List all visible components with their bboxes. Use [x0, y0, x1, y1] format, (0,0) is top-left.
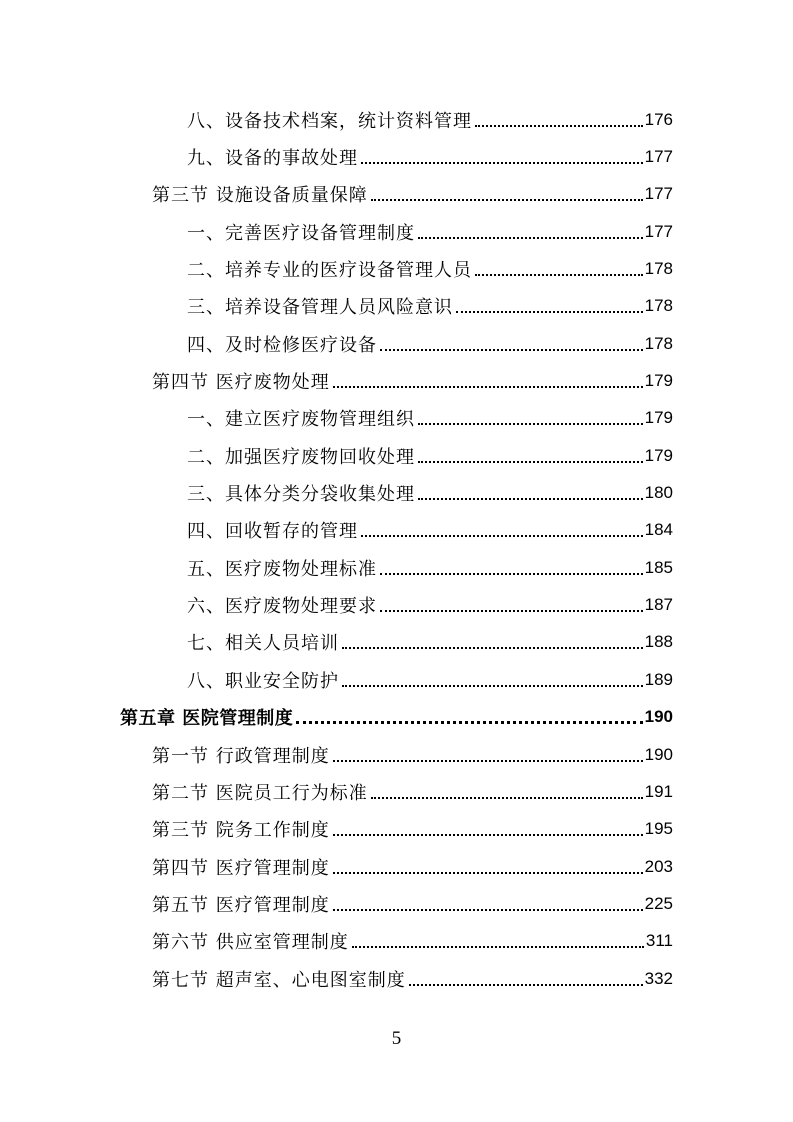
toc-entry[interactable] — [0, 250, 793, 287]
toc-entry-page: 179 — [644, 371, 673, 391]
dot-leader — [380, 558, 643, 578]
toc-entry[interactable] — [0, 288, 793, 325]
toc-entry-title: 九、设备的事故处理 — [187, 148, 358, 170]
toc-entry-section[interactable] — [0, 176, 793, 213]
dot-leader — [418, 483, 643, 503]
toc-entry-page: 184 — [644, 520, 673, 540]
toc-entry-title: 五、医疗废物处理标准 — [187, 558, 377, 580]
toc-entry-page: 178 — [644, 333, 673, 353]
dot-leader — [380, 334, 643, 354]
toc-entry[interactable] — [0, 213, 793, 250]
toc-entry-page: 177 — [644, 184, 673, 204]
toc-entry-page: 179 — [644, 408, 673, 428]
dot-leader — [475, 110, 643, 130]
toc-entry[interactable] — [0, 400, 793, 437]
toc-entry-title: 第六节 供应室管理制度 — [152, 932, 349, 954]
toc-entry-title: 七、相关人员培训 — [187, 633, 339, 655]
dot-leader — [333, 894, 643, 914]
dot-leader — [418, 408, 643, 428]
toc-entry-page: 178 — [644, 296, 673, 316]
toc-entry-page: 176 — [644, 109, 673, 129]
toc-entry-title: 第五节 医疗管理制度 — [152, 894, 330, 916]
toc-entry-title: 第三节 院务工作制度 — [152, 820, 330, 842]
toc-entry[interactable] — [0, 325, 793, 362]
dot-leader — [333, 745, 643, 765]
toc-entry-title: 八、职业安全防护 — [187, 670, 339, 692]
toc-entry[interactable] — [0, 474, 793, 511]
dot-leader — [361, 147, 643, 167]
toc-entry-page: 225 — [644, 893, 673, 913]
toc-entry-page: 191 — [644, 781, 673, 801]
toc-entry-title: 第一节 行政管理制度 — [152, 745, 330, 767]
toc-entry-chapter[interactable] — [0, 699, 793, 736]
dot-leader — [342, 670, 643, 690]
toc-entry[interactable] — [0, 437, 793, 474]
toc-entry-title: 六、医疗废物处理要求 — [187, 596, 377, 618]
toc-entry-title: 三、具体分类分袋收集处理 — [187, 484, 415, 506]
dot-leader — [380, 595, 643, 615]
dot-leader — [371, 782, 643, 802]
toc-entry[interactable] — [0, 624, 793, 661]
dot-leader — [342, 632, 643, 652]
toc-entry-page: 189 — [644, 669, 673, 689]
toc-entry-title: 八、设备技术档案，统计资料管理 — [187, 110, 472, 132]
toc-entry-page: 177 — [644, 147, 673, 167]
toc-entry-page: 195 — [644, 819, 673, 839]
dot-leader — [418, 222, 643, 242]
toc-entry-section[interactable] — [0, 362, 793, 399]
toc-entry-title: 第五章 医院管理制度 — [120, 708, 294, 730]
toc-entry-page: 190 — [644, 707, 673, 727]
toc-entry-title: 第二节 医院员工行为标准 — [152, 782, 368, 804]
toc-entry-title: 二、加强医疗废物回收处理 — [187, 446, 415, 468]
toc-entry[interactable] — [0, 661, 793, 698]
toc-entry-page: 185 — [644, 557, 673, 577]
toc-entry-page: 203 — [644, 856, 673, 876]
dot-leader — [333, 819, 643, 839]
toc-entry-title: 四、回收暂存的管理 — [187, 521, 358, 543]
toc-entry-page: 177 — [644, 221, 673, 241]
toc-entry-section[interactable] — [0, 923, 793, 960]
toc-entry-section[interactable] — [0, 885, 793, 922]
toc-entry-page: 332 — [644, 968, 673, 988]
toc-entry-page: 180 — [644, 483, 673, 503]
dot-leader — [333, 857, 643, 877]
toc-entry-page: 187 — [644, 595, 673, 615]
toc-entry-page: 311 — [645, 931, 673, 951]
toc-entry-title: 第七节 超声室、心电图室制度 — [152, 969, 406, 991]
dot-leader — [361, 520, 643, 540]
toc-entry-title: 一、完善医疗设备管理制度 — [187, 222, 415, 244]
toc-entry[interactable] — [0, 549, 793, 586]
toc-entry[interactable] — [0, 138, 793, 175]
toc-entry-title: 一、建立医疗废物管理组织 — [187, 409, 415, 431]
toc-entry-section[interactable] — [0, 773, 793, 810]
toc-entry-page: 188 — [644, 632, 673, 652]
toc-entry-title: 四、及时检修医疗设备 — [187, 334, 377, 356]
dot-leader — [475, 259, 643, 279]
toc-entry-title: 第四节 医疗管理制度 — [152, 857, 330, 879]
page-number: 5 — [391, 1028, 402, 1049]
toc-entry-title: 第三节 设施设备质量保障 — [152, 185, 368, 207]
toc-entry-section[interactable] — [0, 736, 793, 773]
toc-entry[interactable] — [0, 512, 793, 549]
table-of-contents — [0, 101, 793, 997]
toc-entry-section[interactable] — [0, 811, 793, 848]
dot-leader — [418, 446, 643, 466]
toc-entry[interactable] — [0, 101, 793, 138]
dot-leader — [456, 296, 643, 316]
dot-leader — [371, 184, 643, 204]
toc-entry-title: 三、培养设备管理人员风险意识 — [187, 297, 453, 319]
dot-leader — [409, 969, 643, 989]
toc-entry-section[interactable] — [0, 960, 793, 997]
toc-entry[interactable] — [0, 586, 793, 623]
dot-leader — [333, 371, 643, 391]
dot-leader — [296, 707, 642, 727]
toc-entry-section[interactable] — [0, 848, 793, 885]
toc-entry-page: 190 — [644, 744, 673, 764]
toc-entry-title: 二、培养专业的医疗设备管理人员 — [187, 260, 472, 282]
dot-leader — [352, 931, 644, 951]
toc-entry-title: 第四节 医疗废物处理 — [152, 372, 330, 394]
toc-entry-page: 179 — [644, 445, 673, 465]
toc-entry-page: 178 — [644, 259, 673, 279]
